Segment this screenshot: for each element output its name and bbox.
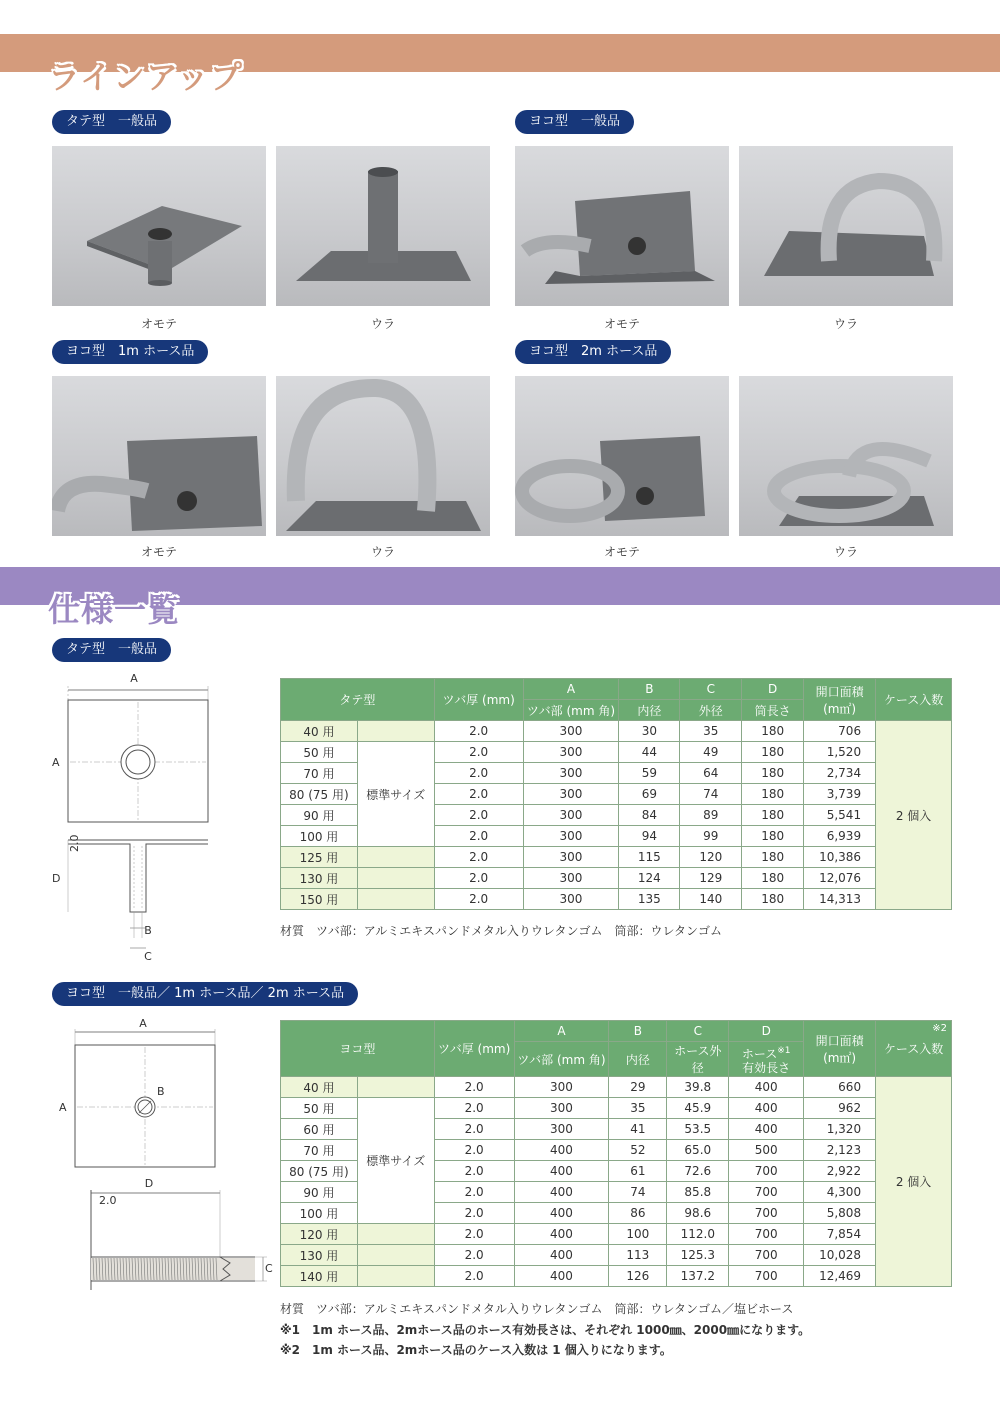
group-label-horizontal-standard: ヨコ型 一般品 <box>515 110 634 134</box>
size-cell: 50 用 <box>281 742 358 763</box>
thickness-cell: 2.0 <box>434 742 523 763</box>
horizontal-spec-table <box>280 1020 952 1287</box>
photo-vertical-front <box>52 146 266 306</box>
case-cell: 2 個入 <box>876 1077 952 1287</box>
caption-back: ウラ <box>833 317 858 331</box>
caption-back: ウラ <box>370 317 395 331</box>
dim-d: D <box>144 1177 154 1190</box>
a-cell: 400 <box>514 1245 609 1266</box>
d-cell: 700 <box>729 1266 804 1287</box>
b-cell: 69 <box>619 784 680 805</box>
group-label-vertical-standard: タテ型 一般品 <box>52 110 171 134</box>
thickness-cell: 2.0 <box>434 1266 514 1287</box>
a-cell: 300 <box>523 826 619 847</box>
header-type: タテ型 <box>281 679 435 721</box>
table-row <box>281 1077 952 1098</box>
spec-label-vertical: タテ型 一般品 <box>52 638 171 662</box>
header-b: B <box>619 679 680 700</box>
a-cell: 400 <box>514 1266 609 1287</box>
area-cell: 6,939 <box>804 826 876 847</box>
dim-d: D <box>52 872 61 885</box>
c-cell: 112.0 <box>667 1224 729 1245</box>
photo-vertical-back <box>276 146 490 306</box>
area-cell: 10,386 <box>804 847 876 868</box>
header-a-sub: ツバ部 (mm 角) <box>523 700 619 721</box>
b-cell: 59 <box>619 763 680 784</box>
horizontal-dimension-diagram <box>55 1015 280 1290</box>
photo-1m-front <box>52 376 266 536</box>
thickness-cell: 2.0 <box>434 1245 514 1266</box>
thickness-cell: 2.0 <box>434 721 523 742</box>
b-cell: 29 <box>609 1077 667 1098</box>
d-cell: 700 <box>729 1182 804 1203</box>
dim-a-side: A <box>52 756 60 769</box>
d-cell: 180 <box>742 805 804 826</box>
size-cell: 120 用 <box>281 1224 358 1245</box>
d-cell: 180 <box>742 889 804 910</box>
area-cell: 7,854 <box>804 1224 876 1245</box>
c-cell: 35 <box>680 721 742 742</box>
area-cell: 12,076 <box>804 868 876 889</box>
c-cell: 85.8 <box>667 1182 729 1203</box>
spec-label-horizontal: ヨコ型 一般品／ 1m ホース品／ 2m ホース品 <box>52 982 358 1006</box>
c-cell: 53.5 <box>667 1119 729 1140</box>
header-thickness: ツバ厚 (mm) <box>434 679 523 721</box>
photo-2m-front <box>515 376 729 536</box>
header-b-sub: 内径 <box>619 700 680 721</box>
caption-front: オモテ <box>140 545 177 559</box>
group-label-horizontal-2m: ヨコ型 2m ホース品 <box>515 340 671 364</box>
d-cell: 400 <box>729 1098 804 1119</box>
area-cell: 5,541 <box>804 805 876 826</box>
size-cell: 140 用 <box>281 1266 358 1287</box>
a-cell: 300 <box>514 1098 609 1119</box>
size-cell: 70 用 <box>281 763 358 784</box>
size-cell: 100 用 <box>281 1203 358 1224</box>
area-cell: 1,520 <box>804 742 876 763</box>
group-label-horizontal-1m: ヨコ型 1m ホース品 <box>52 340 208 364</box>
header-type: ヨコ型 <box>281 1021 435 1077</box>
b-cell: 126 <box>609 1266 667 1287</box>
c-cell: 45.9 <box>667 1098 729 1119</box>
area-cell: 706 <box>804 721 876 742</box>
d-cell: 400 <box>729 1077 804 1098</box>
thickness-cell: 2.0 <box>434 868 523 889</box>
c-cell: 49 <box>680 742 742 763</box>
table-row <box>281 1224 952 1245</box>
b-cell: 100 <box>609 1224 667 1245</box>
c-cell: 98.6 <box>667 1203 729 1224</box>
c-cell: 140 <box>680 889 742 910</box>
a-cell: 300 <box>523 847 619 868</box>
size-cell: 80 (75 用) <box>281 1161 358 1182</box>
size-cell: 130 用 <box>281 868 358 889</box>
thickness-cell: 2.0 <box>434 763 523 784</box>
b-cell: 74 <box>609 1182 667 1203</box>
dim-a-side: A <box>59 1101 67 1114</box>
d-cell: 180 <box>742 784 804 805</box>
header-c-sub: 外径 <box>680 700 742 721</box>
size-cell: 125 用 <box>281 847 358 868</box>
c-cell: 125.3 <box>667 1245 729 1266</box>
c-cell: 89 <box>680 805 742 826</box>
b-cell: 35 <box>609 1098 667 1119</box>
header-area: 開口面積 (m㎡) <box>804 679 876 721</box>
thickness-cell: 2.0 <box>434 784 523 805</box>
horizontal-material-note: 材質 ツバ部：アルミエキスパンドメタル入りウレタンゴム 筒部：ウレタンゴム／塩ビホース <box>280 1302 794 1316</box>
category-cell <box>357 1077 434 1098</box>
thickness-cell: 2.0 <box>434 889 523 910</box>
area-cell: 12,469 <box>804 1266 876 1287</box>
area-cell: 2,734 <box>804 763 876 784</box>
caption-back: ウラ <box>833 545 858 559</box>
area-cell: 962 <box>804 1098 876 1119</box>
c-cell: 72.6 <box>667 1161 729 1182</box>
a-cell: 300 <box>523 889 619 910</box>
a-cell: 300 <box>523 784 619 805</box>
a-cell: 400 <box>514 1182 609 1203</box>
d-cell: 500 <box>729 1140 804 1161</box>
thickness-cell: 2.0 <box>434 1077 514 1098</box>
category-cell <box>357 868 434 889</box>
header-c: C <box>667 1021 729 1042</box>
vertical-spec-table <box>280 678 952 910</box>
thickness-cell: 2.0 <box>434 1203 514 1224</box>
b-cell: 61 <box>609 1161 667 1182</box>
header-d-sub: 筒長さ <box>742 700 804 721</box>
d-cell: 400 <box>729 1119 804 1140</box>
c-cell: 120 <box>680 847 742 868</box>
thickness-cell: 2.0 <box>434 1140 514 1161</box>
header-a-sub: ツバ部 (mm 角) <box>514 1042 609 1077</box>
photo-horizontal-front <box>515 146 729 306</box>
thickness-cell: 2.0 <box>434 847 523 868</box>
c-cell: 129 <box>680 868 742 889</box>
header-d: D <box>729 1021 804 1042</box>
d-cell: 180 <box>742 868 804 889</box>
area-cell: 14,313 <box>804 889 876 910</box>
dim-thickness: 2.0 <box>99 1194 117 1207</box>
b-cell: 41 <box>609 1119 667 1140</box>
category-cell <box>357 889 434 910</box>
a-cell: 300 <box>523 721 619 742</box>
thickness-cell: 2.0 <box>434 1182 514 1203</box>
b-cell: 124 <box>619 868 680 889</box>
c-cell: 99 <box>680 826 742 847</box>
b-cell: 30 <box>619 721 680 742</box>
table-row <box>281 889 952 910</box>
size-cell: 60 用 <box>281 1119 358 1140</box>
area-cell: 2,922 <box>804 1161 876 1182</box>
b-cell: 94 <box>619 826 680 847</box>
spec-title: 仕様一覧 <box>48 591 181 629</box>
header-c-sub: ホース外径 <box>667 1042 729 1077</box>
dim-a-top: A <box>139 1017 147 1030</box>
c-cell: 137.2 <box>667 1266 729 1287</box>
vertical-dimension-diagram <box>50 670 220 965</box>
size-cell: 90 用 <box>281 1182 358 1203</box>
a-cell: 400 <box>514 1140 609 1161</box>
a-cell: 300 <box>514 1119 609 1140</box>
category-cell <box>357 1224 434 1245</box>
a-cell: 300 <box>523 763 619 784</box>
c-cell: 74 <box>680 784 742 805</box>
category-cell: 標準サイズ <box>357 742 434 847</box>
category-cell: 標準サイズ <box>357 1098 434 1224</box>
size-cell: 40 用 <box>281 721 358 742</box>
photo-2m-back <box>739 376 953 536</box>
b-cell: 86 <box>609 1203 667 1224</box>
caption-front: オモテ <box>603 317 640 331</box>
b-cell: 135 <box>619 889 680 910</box>
size-cell: 70 用 <box>281 1140 358 1161</box>
category-cell <box>357 1245 434 1266</box>
table-row <box>281 847 952 868</box>
d-cell: 700 <box>729 1245 804 1266</box>
header-case: ※2 ケース入数 <box>876 1021 952 1077</box>
area-cell: 10,028 <box>804 1245 876 1266</box>
d-cell: 180 <box>742 742 804 763</box>
header-area: 開口面積 (m㎡) <box>804 1021 876 1077</box>
thickness-cell: 2.0 <box>434 1098 514 1119</box>
header-b: B <box>609 1021 667 1042</box>
a-cell: 300 <box>523 805 619 826</box>
caption-back: ウラ <box>370 545 395 559</box>
area-cell: 4,300 <box>804 1182 876 1203</box>
size-cell: 80 (75 用) <box>281 784 358 805</box>
thickness-cell: 2.0 <box>434 1119 514 1140</box>
a-cell: 300 <box>514 1077 609 1098</box>
a-cell: 400 <box>514 1161 609 1182</box>
header-d: D <box>742 679 804 700</box>
category-cell <box>357 721 434 742</box>
table-row <box>281 868 952 889</box>
size-cell: 130 用 <box>281 1245 358 1266</box>
a-cell: 300 <box>523 868 619 889</box>
header-c: C <box>680 679 742 700</box>
caption-front: オモテ <box>603 545 640 559</box>
d-cell: 180 <box>742 721 804 742</box>
d-cell: 700 <box>729 1224 804 1245</box>
vertical-material-note: 材質 ツバ部：アルミエキスパンドメタル入りウレタンゴム 筒部：ウレタンゴム <box>280 924 722 938</box>
photo-1m-back <box>276 376 490 536</box>
b-cell: 84 <box>619 805 680 826</box>
a-cell: 400 <box>514 1203 609 1224</box>
size-cell: 150 用 <box>281 889 358 910</box>
header-thickness: ツバ厚 (mm) <box>434 1021 514 1077</box>
header-a: A <box>523 679 619 700</box>
footnote-1: ※1 1m ホース品、2mホース品のホース有効長さは、それぞれ 1000㎜、2000㎜になります。 <box>280 1323 811 1337</box>
table-row <box>281 1245 952 1266</box>
b-cell: 44 <box>619 742 680 763</box>
header-b-sub: 内径 <box>609 1042 667 1077</box>
a-cell: 400 <box>514 1224 609 1245</box>
header-a: A <box>514 1021 609 1042</box>
d-cell: 180 <box>742 826 804 847</box>
c-cell: 39.8 <box>667 1077 729 1098</box>
b-cell: 52 <box>609 1140 667 1161</box>
size-cell: 100 用 <box>281 826 358 847</box>
b-cell: 113 <box>609 1245 667 1266</box>
table-row <box>281 1098 952 1119</box>
area-cell: 5,808 <box>804 1203 876 1224</box>
size-cell: 50 用 <box>281 1098 358 1119</box>
header-d-sub: ホース$^{※1}$ 有効長さ <box>729 1042 804 1077</box>
d-cell: 180 <box>742 763 804 784</box>
dim-b: B <box>144 924 152 937</box>
thickness-cell: 2.0 <box>434 826 523 847</box>
table-row <box>281 742 952 763</box>
area-cell: 1,320 <box>804 1119 876 1140</box>
table-row <box>281 721 952 742</box>
lineup-title: ラインアップ <box>48 58 243 96</box>
d-cell: 180 <box>742 847 804 868</box>
category-cell <box>357 1266 434 1287</box>
case-cell: 2 個入 <box>876 721 952 910</box>
size-cell: 90 用 <box>281 805 358 826</box>
size-cell: 40 用 <box>281 1077 358 1098</box>
table-row <box>281 1266 952 1287</box>
caption-front: オモテ <box>140 317 177 331</box>
a-cell: 300 <box>523 742 619 763</box>
d-cell: 700 <box>729 1203 804 1224</box>
area-cell: 3,739 <box>804 784 876 805</box>
dim-b: B <box>157 1085 165 1098</box>
thickness-cell: 2.0 <box>434 1224 514 1245</box>
thickness-cell: 2.0 <box>434 805 523 826</box>
c-cell: 64 <box>680 763 742 784</box>
dim-c: C <box>144 950 152 963</box>
dim-thickness: 2.0 <box>68 834 81 852</box>
area-cell: 660 <box>804 1077 876 1098</box>
header-case: ケース入数 <box>876 679 952 721</box>
dim-c: C <box>265 1262 273 1275</box>
thickness-cell: 2.0 <box>434 1161 514 1182</box>
footnote-2: ※2 1m ホース品、2mホース品のケース入数は 1 個入りになります。 <box>280 1343 672 1357</box>
dim-a-top: A <box>130 672 138 685</box>
c-cell: 65.0 <box>667 1140 729 1161</box>
area-cell: 2,123 <box>804 1140 876 1161</box>
category-cell <box>357 847 434 868</box>
b-cell: 115 <box>619 847 680 868</box>
photo-horizontal-back <box>739 146 953 306</box>
d-cell: 700 <box>729 1161 804 1182</box>
